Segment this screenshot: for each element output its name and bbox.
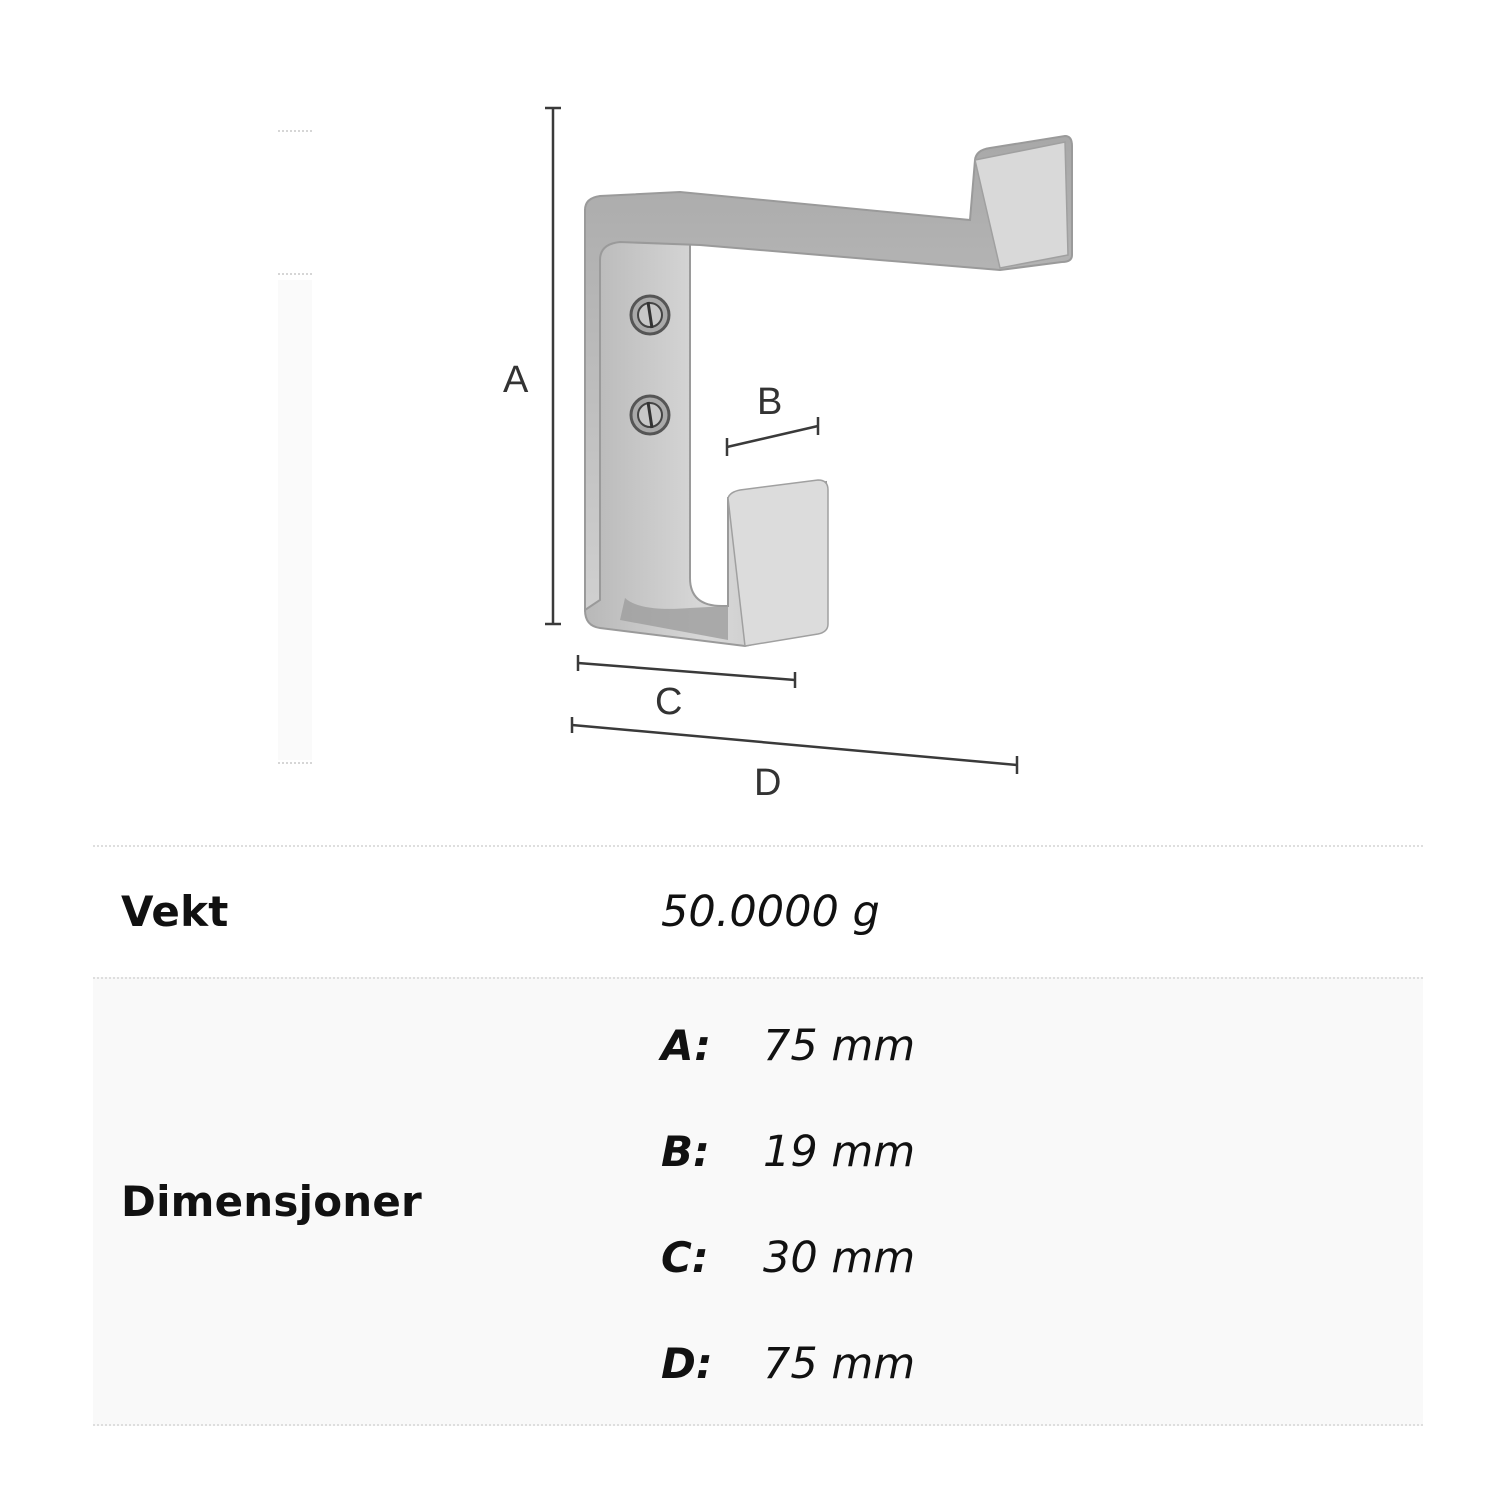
coat-hook-shape (585, 136, 1072, 646)
weight-value: 50.0000 g (661, 887, 880, 937)
dimension-label-c: C (655, 681, 683, 723)
dimension-item-a (661, 1021, 1161, 1081)
screw-icon (631, 396, 669, 434)
dimension-value: 75 mm (763, 1021, 916, 1071)
dimension-key: D: (661, 1339, 713, 1388)
dimension-item-b (661, 1127, 1161, 1187)
dimension-value: 30 mm (763, 1233, 916, 1283)
spec-row-dimensions (93, 977, 1423, 1426)
spec-table (93, 845, 1423, 1426)
dimension-item-d (661, 1339, 1161, 1399)
dimensions-label: Dimensjoner (121, 1177, 422, 1226)
dimension-key: A: (661, 1021, 712, 1070)
dimension-label-a: A (503, 359, 529, 401)
dimension-line-c (578, 663, 795, 680)
weight-label: Vekt (121, 887, 229, 936)
dimension-value: 75 mm (763, 1339, 916, 1389)
dimension-label-b: B (757, 381, 783, 423)
screw-icon (631, 296, 669, 334)
dimension-key: C: (661, 1233, 709, 1282)
dimension-line-b (727, 426, 818, 447)
dimension-value: 19 mm (763, 1127, 916, 1177)
dimension-label-d: D (754, 762, 782, 804)
dimension-item-c (661, 1233, 1161, 1293)
spec-row-weight (93, 845, 1423, 977)
dimension-line-d (572, 725, 1017, 765)
dimension-key: B: (661, 1127, 710, 1176)
